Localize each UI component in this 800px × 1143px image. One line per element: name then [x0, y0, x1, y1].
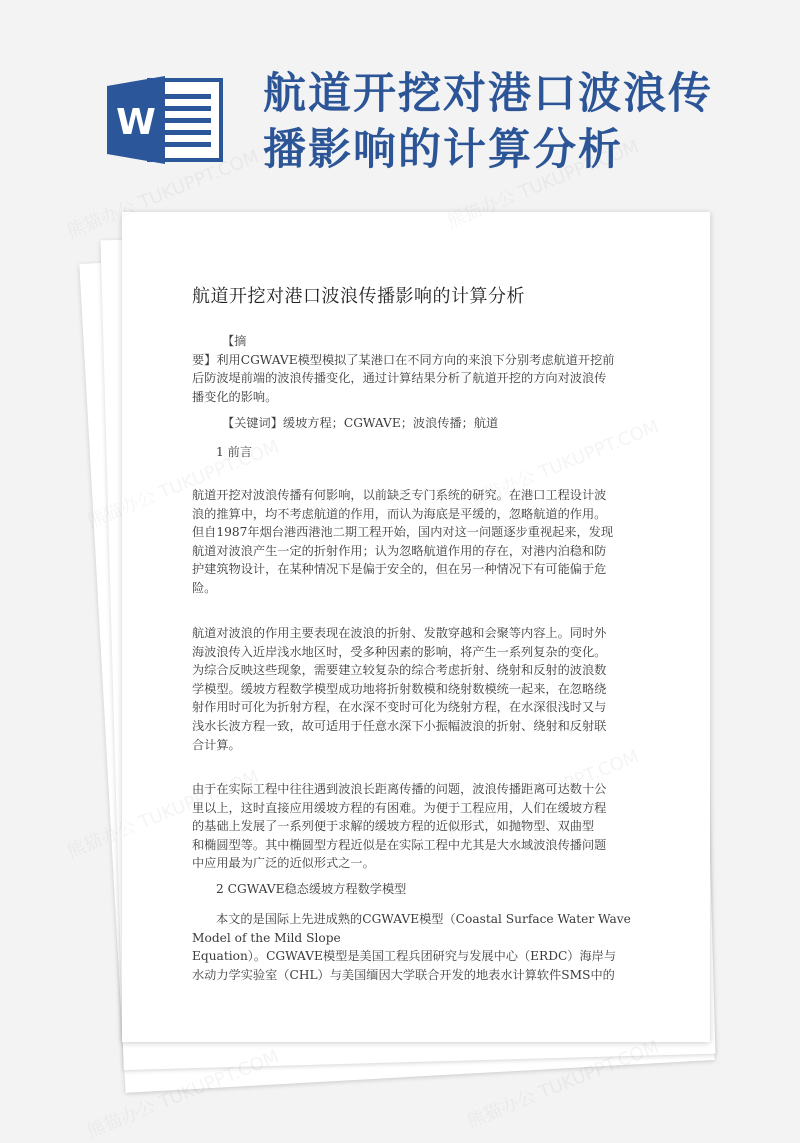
page-title-line1: 航道开挖对港口波浪传 — [263, 69, 713, 119]
paragraph-line: 和椭圆型等。其中椭圆型方程近似是在实际工程中尤其是大水域波浪传播问题 — [192, 837, 607, 852]
paragraph-line: 为综合反映这些现象，需要建立较复杂的综合考虑折射、绕射和反射的波浪数 — [192, 663, 607, 678]
paragraph-line: 里以上，这时直接应用缓坡方程的有困难。为便于工程应用，人们在缓坡方程 — [192, 800, 607, 815]
paragraph-line: 射作用时可化为折射方程，在水深不变时可化为绕射方程，在水深很浅时又与 — [192, 700, 607, 715]
document-title: 航道开挖对港口波浪传播影响的计算分析 — [192, 286, 525, 307]
paragraph-line: 由于在实际工程中往往遇到波浪长距离传播的问题，波浪传播距离可达数十公 — [192, 782, 607, 796]
section-heading-1: 1 前言 — [216, 445, 253, 459]
paragraph-line: 浪的推算中，均不考虑航道的作用，而认为海底是平缓的，忽略航道的作用。 — [192, 506, 607, 521]
word-letter: W — [116, 102, 156, 143]
abstract-label: 【摘 — [222, 334, 247, 348]
paragraph-line: 海波浪传入近岸浅水地区时，受多种因素的影响，将产生一系列复杂的变化。 — [192, 644, 607, 659]
paragraph-line: 浅水长波方程一致，故可适用于任意水深下小振幅波浪的折射、绕射和反射联 — [192, 718, 607, 733]
section-heading-2: 2 CGWAVE稳态缓坡方程数学模型 — [216, 882, 407, 896]
paragraph-line: 险。 — [192, 580, 217, 595]
abstract-line: 要】利用CGWAVE模型模拟了某港口在不同方向的来浪下分别考虑航道开挖前 — [192, 352, 615, 367]
document-page — [122, 212, 710, 1042]
paragraph-line: 的基础上发展了一系列便于求解的缓坡方程的近似形式，如抛物型、双曲型 — [192, 819, 595, 834]
page-title-line2: 播影响的计算分析 — [263, 125, 623, 175]
abstract-line: 播变化的影响。 — [192, 389, 278, 404]
paragraph-line: 航道开挖对波浪传播有何影响，以前缺乏专门系统的研究。在港口工程设计波 — [192, 488, 607, 502]
paragraph-3 — [192, 780, 632, 873]
abstract-line: 后防波堤前端的波浪传播变化，通过计算结果分析了航道开挖的方向对波浪传 — [192, 371, 607, 386]
keywords: 【关键词】缓坡方程；CGWAVE；波浪传播；航道 — [222, 416, 499, 430]
paragraph-line: 学模型。缓坡方程数学模型成功地将折射数模和绕射数模统一起来，在忽略绕 — [192, 681, 607, 696]
paragraph-2 — [192, 624, 632, 754]
paragraph-line: 合计算。 — [192, 737, 241, 752]
paragraph-line: 本文的是国际上先进成熟的CGWAVE模型（Coastal Surface Water Wave — [216, 912, 631, 926]
abstract — [192, 332, 632, 406]
paragraph-4 — [192, 910, 632, 984]
paragraph-line: 水动力学实验室（CHL）与美国缅因大学联合开发的地表水计算软件SMS中的 — [192, 967, 615, 982]
paragraph-line: 航道对波浪的作用主要表现在波浪的折射、发散穿越和会聚等内容上。同时外 — [192, 626, 607, 640]
paragraph-line: 护建筑物设计，在某种情况下是偏于安全的，但在另一种情况下有可能偏于危 — [192, 562, 607, 577]
paragraph-line: Equation）。CGWAVE模型是美国工程兵团研究与发展中心（ERDC）海岸与 — [192, 949, 617, 964]
paragraph-line: 航道对波浪产生一定的折射作用；认为忽略航道作用的存在，对港内泊稳和防 — [192, 543, 607, 558]
paragraph-line: 中应用最为广泛的近似形式之一。 — [192, 856, 375, 871]
page-title — [263, 66, 783, 178]
word-document-icon — [107, 74, 225, 166]
paragraph-line: 但自1987年烟台港西港池二期工程开始，国内对这一问题逐步重视起来，发现 — [192, 525, 614, 540]
paragraph-1 — [192, 486, 632, 598]
paragraph-line: Model of the Mild Slope — [192, 930, 341, 945]
